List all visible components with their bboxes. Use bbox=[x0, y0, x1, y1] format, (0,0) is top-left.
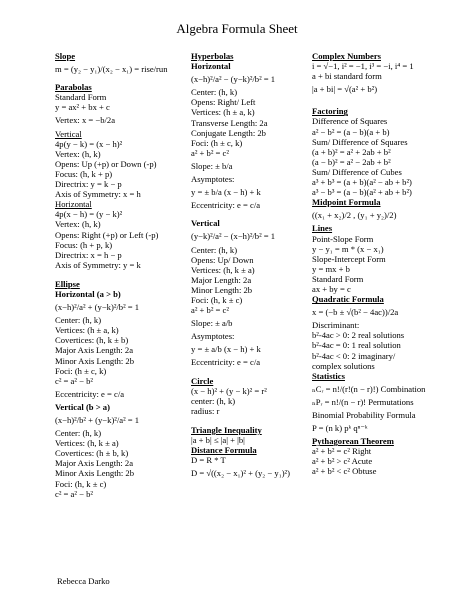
text-line: D = R * T bbox=[191, 455, 226, 466]
text-line: Major Length: 2a bbox=[191, 274, 252, 285]
section-heading: Slope bbox=[55, 51, 76, 61]
text-line: Sum/ Difference of Cubes bbox=[312, 166, 402, 177]
section-heading: Parabolas bbox=[55, 82, 92, 93]
text-line: Axis of Symmetry: y = k bbox=[55, 259, 141, 270]
section-heading: Distance Formula bbox=[191, 445, 257, 456]
formula-line: (x−h)²/b² + (y−k)²/a² = 1 bbox=[55, 415, 140, 425]
formula-line: ((x₁ + x₂)/2 , (y₁ + y₂)/2) bbox=[312, 210, 397, 221]
text-line: Axis of Symmetry: x = h bbox=[55, 189, 141, 200]
text-line: Slope-Intercept Form bbox=[312, 253, 386, 264]
text-line: Center: (h, k) bbox=[191, 87, 238, 98]
text-line: Vertices: (h ± a, k) bbox=[55, 325, 119, 336]
text-line: a² + b² = c² bbox=[191, 147, 229, 158]
text-line: Vertices: (h, k ± a) bbox=[191, 264, 255, 275]
formula-line: P = (n k) pᵏ qⁿ⁻ᵏ bbox=[312, 423, 368, 434]
column-1 bbox=[55, 51, 185, 499]
text-line: a² + b² = c² Right bbox=[312, 446, 372, 457]
text-line: b²-4ac < 0: 2 imaginary/ bbox=[312, 350, 396, 361]
text-line: Opens: Right (+p) or Left (-p) bbox=[55, 229, 159, 240]
formula-line: m = (y₂ − y₁)/(x₂ − x₁) = rise/run bbox=[55, 64, 168, 75]
text-line: Major Axis Length: 2a bbox=[55, 458, 134, 469]
text-line: Difference of Squares bbox=[312, 116, 388, 127]
text-line: (a − b)² = a² − 2ab + b² bbox=[312, 156, 391, 167]
text-line: Center: (h, k) bbox=[191, 244, 238, 255]
page-title: Algebra Formula Sheet bbox=[176, 21, 298, 36]
text-line: Covertices: (h ± b, k) bbox=[55, 448, 129, 459]
text-line: Minor Length: 2b bbox=[191, 284, 253, 295]
formula-line: (x−h)²/a² − (y−k)²/b² = 1 bbox=[191, 74, 276, 85]
subsection-heading: Horizontal bbox=[191, 61, 231, 72]
text-line: Transverse Length: 2a bbox=[191, 117, 268, 128]
formula-line: y = ± a/b (x − h) + k bbox=[191, 344, 261, 355]
text-line: Focus: (h, k + p) bbox=[55, 168, 113, 179]
text-line: Foci: (h, k ± c) bbox=[55, 478, 107, 489]
text-line: Vertex: (h, k) bbox=[55, 219, 101, 230]
text-line: a³ − b³ = (a − b)(a² + ab + b²) bbox=[312, 187, 412, 198]
spacer bbox=[191, 416, 309, 425]
section-heading: Triangle Inequality bbox=[191, 424, 262, 435]
column-2 bbox=[191, 51, 309, 481]
text-line: a² + b² > c² Acute bbox=[312, 456, 373, 467]
text-line: Opens: Up/ Down bbox=[191, 254, 254, 265]
section-heading: Pythagorean Theorem bbox=[312, 436, 394, 447]
text-line: Point-Slope Form bbox=[312, 233, 374, 244]
text-line: y − y₁ = m * (x − x₁) bbox=[312, 243, 384, 254]
text-line: Discriminant: bbox=[312, 320, 360, 331]
text-line: Asymptotes: bbox=[191, 331, 235, 342]
text-line: Standard Form bbox=[55, 92, 107, 103]
text-line: a + bi standard form bbox=[312, 71, 382, 82]
subsection-heading: Vertical (b > a) bbox=[55, 401, 110, 412]
formula-line: Eccentricity: e = c/a bbox=[191, 200, 261, 211]
formula-line: Eccentricity: e = c/a bbox=[191, 357, 261, 368]
text-line: Major Axis Length: 2a bbox=[55, 345, 134, 356]
section-heading: Circle bbox=[191, 375, 214, 386]
section-heading: Factoring bbox=[312, 106, 348, 117]
formula-line: ₙCᵣ = n!/(r!(n − r)!) Combination bbox=[312, 383, 426, 394]
formula-line: (x−h)²/a² + (y−k)²/b² = 1 bbox=[55, 302, 140, 313]
text-line: ax + by = c bbox=[312, 283, 351, 294]
formula-line: ₙPᵣ = n!/(n − r)! Permutations bbox=[312, 396, 414, 407]
text-line: Sum/ Difference of Squares bbox=[312, 136, 408, 147]
text-line: c² = a² − b² bbox=[55, 488, 93, 499]
author-footer: Rebecca Darko bbox=[57, 576, 110, 586]
text-line: Focus: (h + p, k) bbox=[55, 239, 113, 250]
formula-line: y = ± b/a (x − h) + k bbox=[191, 187, 261, 198]
text-line: (a + b)² = a² + 2ab + b² bbox=[312, 146, 391, 157]
text-line: Minor Axis Length: 2b bbox=[55, 468, 135, 479]
text-line: 4p(y − k) = (x − h)² bbox=[55, 138, 123, 149]
formula-line: Eccentricity: e = c/a bbox=[55, 388, 125, 399]
text-line: Binomial Probability Formula bbox=[312, 410, 416, 420]
text-line: 4p(x − h) = (y − k)² bbox=[55, 209, 123, 220]
text-line: Foci: (h, k ± c) bbox=[191, 294, 243, 305]
section-heading: Lines bbox=[312, 223, 333, 234]
formula-line: Slope: ± a/b bbox=[191, 318, 233, 329]
text-line: |a + b| ≤ |a| + |b| bbox=[191, 435, 245, 445]
formula-line: (y−k)²/a² − (x−h)²/b² = 1 bbox=[191, 231, 276, 242]
formula-line: D = √((x₂ − x₁)² + (y₂ − y₁)²) bbox=[191, 468, 290, 479]
text-line: a³ + b³ = (a + b)(a² − ab + b²) bbox=[312, 177, 412, 188]
text-line: Asymptotes: bbox=[191, 174, 235, 185]
text-line: Opens: Up (+p) or Down (-p) bbox=[55, 158, 157, 169]
text-line: c² = a² − b² bbox=[55, 375, 93, 386]
formula-line: Vertex: x = −b/2a bbox=[55, 115, 116, 126]
text-line: i = √−1, i² = −1, i³ = −i, i⁴ = 1 bbox=[312, 61, 414, 72]
text-line: a² + b² < c² Obtuse bbox=[312, 466, 377, 477]
text-line: Standard Form bbox=[312, 273, 364, 284]
text-line: center: (h, k) bbox=[191, 395, 236, 406]
text-line: Foci: (h ± c, k) bbox=[191, 137, 243, 148]
text-line: Minor Axis Length: 2b bbox=[55, 355, 135, 366]
section-heading: Statistics bbox=[312, 370, 345, 381]
text-line: Foci: (h ± c, k) bbox=[55, 365, 107, 376]
section-heading: Ellipse bbox=[55, 278, 80, 289]
text-line: Vertices: (h ± a, k) bbox=[191, 107, 255, 118]
text-line: Center: (h, k) bbox=[55, 428, 102, 439]
text-line: y = ax² + bx + c bbox=[55, 102, 110, 113]
text-line: b²-4ac > 0: 2 real solutions bbox=[312, 330, 405, 341]
subsection-heading: Vertical bbox=[191, 218, 220, 229]
text-line: (x − h)² + (y − k)² = r² bbox=[191, 385, 267, 396]
section-heading: Complex Numbers bbox=[312, 51, 381, 61]
section-heading: Quadratic Formula bbox=[312, 294, 384, 305]
text-line: Vertex: (h, k) bbox=[55, 148, 101, 159]
spacer bbox=[55, 270, 185, 279]
text-line: a² + b² = c² bbox=[191, 305, 229, 316]
text-line: Covertices: (h, k ± b) bbox=[55, 335, 129, 346]
text-line: b²-4ac = 0: 1 real solution bbox=[312, 340, 401, 351]
text-line: Center: (h, k) bbox=[55, 315, 102, 326]
text-line: Conjugate Length: 2b bbox=[191, 127, 266, 138]
text-line: Opens: Right/ Left bbox=[191, 97, 256, 108]
text-line: Directrix: y = k − p bbox=[55, 179, 122, 190]
text-line: radius: r bbox=[191, 405, 220, 416]
formula-line: Slope: ± b/a bbox=[191, 160, 233, 171]
section-heading: Midpoint Formula bbox=[312, 197, 381, 208]
subsection-heading: Horizontal bbox=[55, 199, 92, 210]
subsection-heading: Horizontal (a > b) bbox=[55, 288, 121, 299]
text-line: complex solutions bbox=[312, 360, 375, 371]
text-line: y = mx + b bbox=[312, 263, 350, 274]
formula-line: x = (−b ± √(b² − 4ac))/2a bbox=[312, 307, 399, 318]
text-line: Directrix: x = h − p bbox=[55, 249, 122, 260]
column-3 bbox=[312, 51, 442, 477]
subsection-heading: Vertical bbox=[55, 128, 82, 139]
text-line: Vertices: (h, k ± a) bbox=[55, 438, 119, 449]
text-line: a² − b² = (a − b)(a + b) bbox=[312, 126, 390, 137]
spacer bbox=[312, 97, 442, 106]
section-heading: Hyperbolas bbox=[191, 51, 234, 61]
formula-line: |a + bi| = √(a² + b²) bbox=[312, 84, 378, 95]
